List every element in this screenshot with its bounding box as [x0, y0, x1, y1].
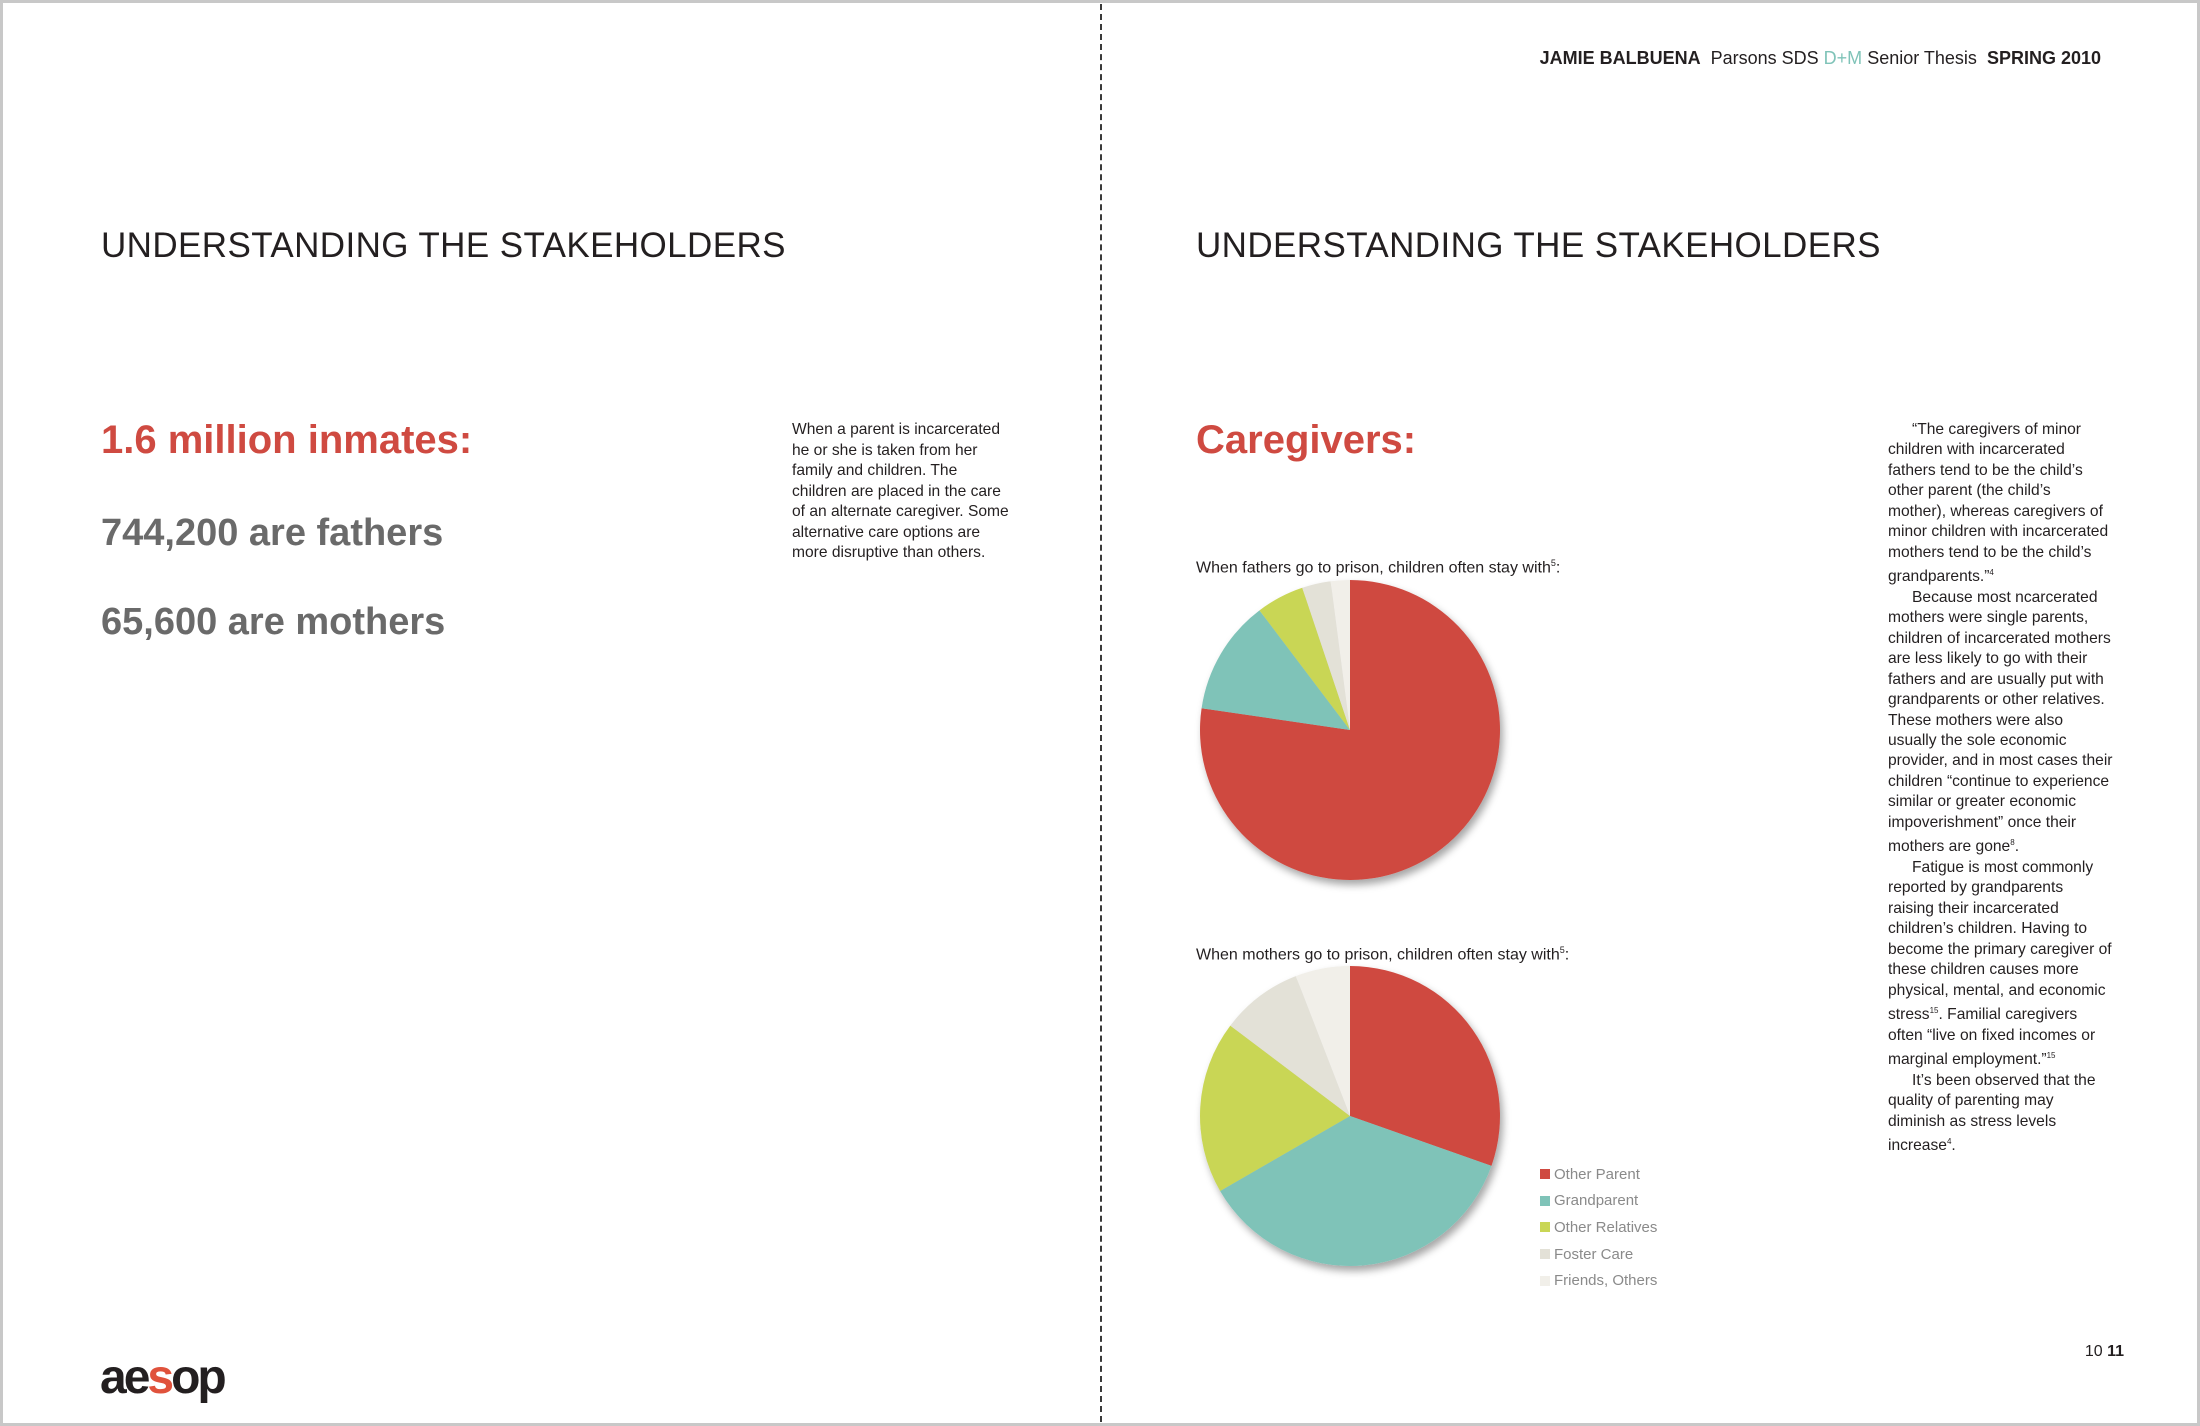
body-paragraph: [1888, 1071, 2113, 1157]
chart1-caption: [1196, 558, 1560, 577]
stat-total-inmates: 1.6 million inmates:: [101, 418, 473, 462]
body-text-run: Because most ncarcerated mothers were single parents, children of incarcerated mothers are less likely to go with their fathers and are usually put with grandparents or other relatives. These mothers were also usually the sole economic provider, and in most cases their children “continue to experience similar or greater economic impoverishment” once their mothers are gone: [1888, 588, 2113, 856]
stat-fathers: 744,200 are fathers: [101, 512, 444, 554]
footnote-marker: 4: [1946, 1137, 1952, 1147]
header-term: SPRING 2010: [1986, 48, 2101, 68]
header-author: JAMIE BALBUENA: [1539, 48, 1701, 68]
legend-item: [1540, 1161, 1657, 1188]
body-text-run: It’s been observed that the quality of parenting may diminish as stress levels increase: [1888, 1071, 2096, 1155]
side-note: When a parent is incarcerated he or she is taken from her family and children. The children are placed in the care of an alternate caregiver. Some alternative care options are more disruptive than others.: [792, 421, 1009, 561]
chart2-caption-footnote: 5: [1559, 945, 1565, 955]
body-text-run: .: [2014, 838, 2020, 856]
legend-label: Other Relatives: [1554, 1218, 1658, 1236]
chart2-caption-colon: :: [1564, 946, 1570, 964]
legend-item: [1540, 1214, 1657, 1241]
footnote-marker: 15: [1929, 1006, 1939, 1016]
footnote-marker: 15: [2046, 1051, 2056, 1061]
legend-label: Other Parent: [1554, 1165, 1640, 1183]
chart2-caption: [1196, 945, 1569, 964]
chart2-caption-text: When mothers go to prison, children often stay with: [1196, 946, 1560, 964]
legend-item: [1540, 1188, 1657, 1215]
aesop-logo: [100, 1350, 224, 1405]
body-text-run: “The caregivers of minor children with incarcerated fathers tend to be the child’s other parent (the child’s mother), whereas caregivers of minor children with incarcerated mothers tend to be the child’s grandparents.”: [1888, 421, 2109, 586]
mothers-pie-chart: [1200, 966, 1530, 1296]
logo-prefix: ae: [100, 1351, 148, 1404]
legend-swatch: [1540, 1222, 1550, 1232]
pie-legend: [1540, 1161, 1657, 1294]
caregivers-heading: Caregivers:: [1196, 418, 1417, 462]
body-paragraph: [1888, 420, 2113, 588]
chart1-caption-text: When fathers go to prison, children often stay with: [1196, 559, 1551, 577]
right-body-text: [1888, 420, 2113, 1157]
header-doc-type: Senior Thesis: [1867, 48, 1977, 68]
legend-label: Friends, Others: [1554, 1272, 1658, 1290]
header-school: Parsons SDS: [1710, 48, 1819, 68]
legend-label: Foster Care: [1554, 1245, 1634, 1263]
left-page-title: UNDERSTANDING THE STAKEHOLDERS: [101, 226, 786, 265]
fathers-pie-chart: [1200, 580, 1530, 910]
legend-swatch: [1540, 1196, 1550, 1206]
header-program: D+M: [1823, 48, 1863, 68]
footnote-marker: 8: [2010, 838, 2015, 848]
body-text-run: .: [1951, 1137, 1956, 1155]
body-text-run: Fatigue is most commonly reported by grandparents raising their incarcerated children’s children. Having to become the primary caregiver of these children causes more physical, mental, and economic stress: [1888, 858, 2112, 1024]
running-header: [1540, 48, 2101, 69]
footnote-marker: 4: [1989, 568, 1994, 578]
logo-suffix: op: [171, 1351, 224, 1404]
chart1-caption-colon: :: [1555, 559, 1561, 577]
stat-mothers: 65,600 are mothers: [101, 601, 446, 643]
page-numbers: [2085, 1343, 2124, 1361]
body-paragraph: [1888, 588, 2113, 858]
chart1-caption-footnote: 5: [1550, 558, 1556, 568]
page-number-right: 11: [2107, 1343, 2124, 1360]
legend-item: [1540, 1241, 1657, 1268]
legend-swatch: [1540, 1249, 1550, 1259]
right-page-title: UNDERSTANDING THE STAKEHOLDERS: [1196, 226, 1881, 265]
legend-swatch: [1540, 1169, 1550, 1179]
body-paragraph: [1888, 858, 2113, 1071]
legend-item: [1540, 1267, 1657, 1294]
page-spine-divider: [1100, 4, 1102, 1422]
legend-label: Grandparent: [1554, 1192, 1639, 1210]
logo-accent: s: [147, 1351, 172, 1404]
legend-swatch: [1540, 1276, 1550, 1286]
page-number-left: 10: [2084, 1343, 2103, 1360]
body-text-run: . Familial caregivers often “live on fixed incomes or marginal employment.”: [1888, 1006, 2096, 1069]
